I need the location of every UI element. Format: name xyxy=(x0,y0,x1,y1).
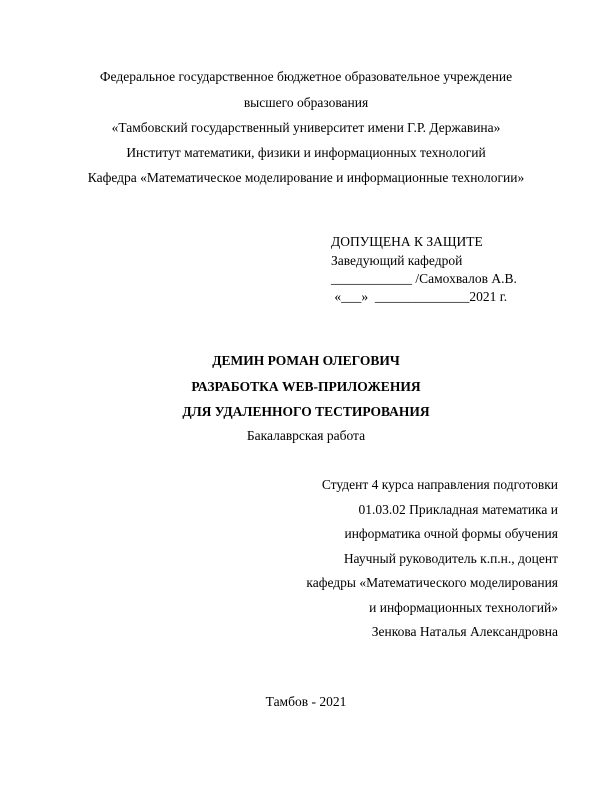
org-line-1: Федеральное государственное бюджетное образовательное учреждение xyxy=(99,69,513,84)
thesis-title-line-2: ДЛЯ УДАЛЕННОГО ТЕСТИРОВАНИЯ xyxy=(182,404,430,419)
org-line-2: высшего образования xyxy=(243,95,369,110)
thesis-title-line-1: РАЗРАБОТКА WEB-ПРИЛОЖЕНИЯ xyxy=(191,379,421,394)
approval-heading: ДОПУЩЕНА К ЗАЩИТЕ xyxy=(331,234,483,249)
work-type: Бакалаврская работа xyxy=(246,428,366,443)
student-info-line-3: информатика очной формы обучения xyxy=(344,526,558,541)
supervisor-line-1: Научный руководитель к.п.н., доцент xyxy=(343,551,558,566)
approval-date-line: «___» ______________2021 г. xyxy=(331,289,508,304)
student-info-line-2: 01.03.02 Прикладная математика и xyxy=(358,502,558,517)
city-year: Тамбов - 2021 xyxy=(265,694,347,709)
student-info-line-1: Студент 4 курса направления подготовки xyxy=(321,477,558,492)
department-name: Кафедра «Математическое моделирование и информационные технологии» xyxy=(87,170,525,185)
supervisor-line-3: и информационных технологий» xyxy=(369,600,558,615)
supervisor-name: Зенкова Наталья Александровна xyxy=(371,624,558,639)
approval-role: Заведующий кафедрой xyxy=(331,253,463,268)
approval-signature-line: ____________ /Самохвалов А.В. xyxy=(331,271,517,286)
supervisor-line-2: кафедры «Математического моделирования xyxy=(306,575,558,590)
university-name: «Тамбовский государственный университет имени Г.Р. Державина» xyxy=(111,120,501,135)
institute-name: Институт математики, физики и информационных технологий xyxy=(126,145,486,160)
author-name: ДЕМИН РОМАН ОЛЕГОВИЧ xyxy=(212,353,400,368)
